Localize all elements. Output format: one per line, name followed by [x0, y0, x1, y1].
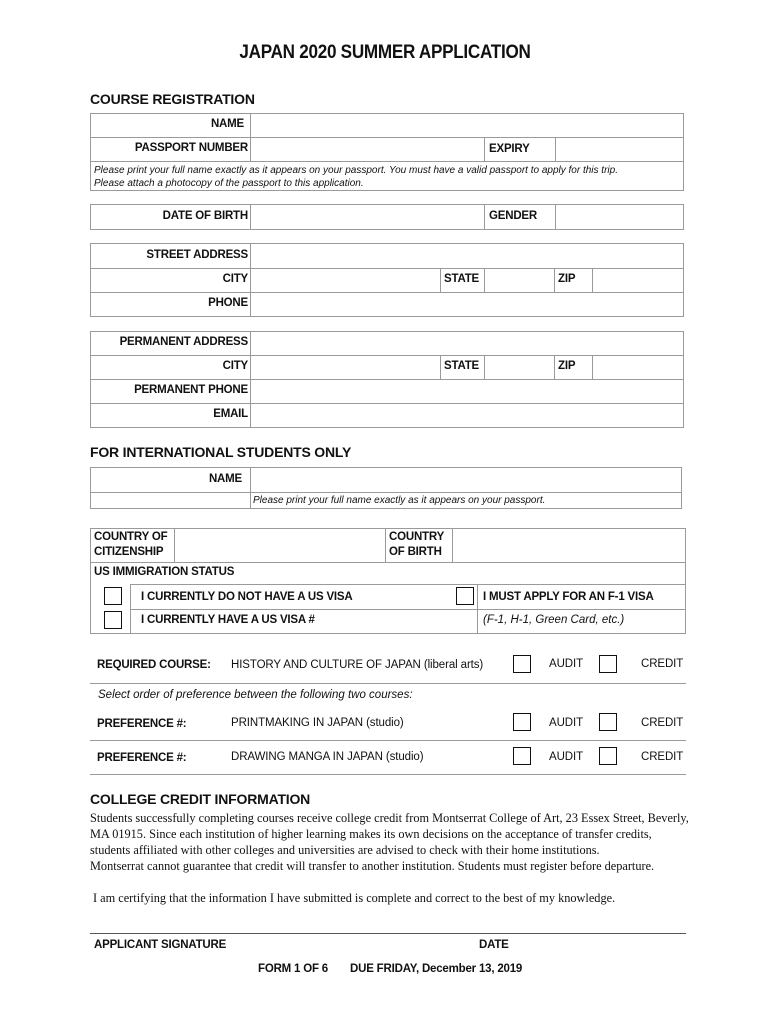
visa-examples-note: (F-1, H-1, Green Card, etc.): [483, 614, 625, 626]
phone-label: PHONE: [208, 297, 248, 309]
required-credit-label: CREDIT: [641, 658, 684, 670]
city-field[interactable]: [251, 269, 440, 292]
country-birth-field[interactable]: [453, 529, 685, 562]
dob-label: DATE OF BIRTH: [162, 210, 248, 222]
country-citizenship-field[interactable]: [175, 529, 385, 562]
applicant-signature-label: APPLICANT SIGNATURE: [94, 939, 227, 951]
no-visa-label: I CURRENTLY DO NOT HAVE A US VISA: [141, 591, 353, 603]
international-name-field[interactable]: [251, 468, 681, 492]
zip-label: ZIP: [558, 273, 576, 285]
expiry-label: EXPIRY: [489, 143, 530, 155]
email-field[interactable]: [251, 404, 683, 427]
passport-number-field[interactable]: [251, 138, 483, 161]
expiry-field[interactable]: [556, 138, 683, 161]
street-address-label: STREET ADDRESS: [146, 249, 248, 261]
permanent-address-label: PERMANENT ADDRESS: [119, 336, 248, 348]
permanent-address-field[interactable]: [251, 332, 683, 355]
must-apply-checkbox[interactable]: [456, 587, 474, 605]
have-visa-checkbox[interactable]: [104, 611, 122, 629]
name-field[interactable]: [251, 114, 683, 137]
manga-audit-checkbox[interactable]: [513, 747, 531, 765]
select-preference-note: Select order of preference between the following two courses:: [98, 689, 413, 701]
international-name-note: Please print your full name exactly as it appears on your passport.: [253, 495, 546, 506]
gender-label: GENDER: [489, 210, 538, 222]
must-apply-label: I MUST APPLY FOR AN F-1 VISA: [483, 591, 654, 603]
college-credit-paragraph: Students successfully completing courses receive college credit from Montserrat College of Art, 23 Essex Street, Beverly, MA 01915. Since each institution of higher learning makes its own decisions on the acceptance of transfer credits, students affiliated with other colleges and universities are advised to check with their home institutions. Montserrat cannot guarantee that credit will transfer to another institution. Students must register before departure.: [90, 811, 689, 873]
printmaking-credit-label: CREDIT: [641, 717, 684, 729]
passport-note-1: Please print your full name exactly as it appears on your passport. You must have a valid passport to apply for this trip.: [94, 165, 618, 176]
permanent-zip-field[interactable]: [593, 356, 683, 379]
have-visa-label: I CURRENTLY HAVE A US VISA #: [141, 614, 315, 626]
certify-statement: I am certifying that the information I have submitted is complete and correct to the best of my knowledge.: [93, 891, 616, 905]
required-audit-label: AUDIT: [549, 658, 584, 670]
course-printmaking: PRINTMAKING IN JAPAN (studio): [231, 717, 404, 729]
manga-audit-label: AUDIT: [549, 751, 584, 763]
city-label: CITY: [222, 273, 248, 285]
manga-credit-label: CREDIT: [641, 751, 684, 763]
permanent-city-field[interactable]: [251, 356, 440, 379]
no-visa-checkbox[interactable]: [104, 587, 122, 605]
email-label: EMAIL: [213, 408, 248, 420]
state-field[interactable]: [485, 269, 554, 292]
form-number: FORM 1 OF 6: [258, 963, 329, 975]
college-credit-heading: COLLEGE CREDIT INFORMATION: [90, 791, 311, 807]
permanent-city-label: CITY: [222, 360, 248, 372]
country-citizenship-label: COUNTRY OF CITIZENSHIP: [94, 531, 168, 558]
country-birth-label: COUNTRY OF BIRTH: [389, 531, 445, 558]
date-label: DATE: [479, 939, 509, 951]
permanent-state-label: STATE: [444, 360, 479, 372]
zip-field[interactable]: [593, 269, 683, 292]
required-course-label: REQUIRED COURSE:: [97, 659, 211, 671]
course-registration-heading: COURSE REGISTRATION: [90, 91, 255, 107]
required-course-name: HISTORY AND CULTURE OF JAPAN (liberal arts): [231, 659, 484, 671]
permanent-phone-label: PERMANENT PHONE: [134, 384, 248, 396]
phone-field[interactable]: [251, 293, 683, 316]
passport-number-label: PASSPORT NUMBER: [134, 142, 248, 154]
permanent-state-field[interactable]: [485, 356, 554, 379]
passport-note-2: Please attach a photocopy of the passport to this application.: [94, 178, 364, 189]
permanent-phone-field[interactable]: [251, 380, 683, 403]
name-label: NAME: [210, 118, 244, 130]
preference-label-2: PREFERENCE #:: [97, 752, 187, 764]
manga-credit-checkbox[interactable]: [599, 747, 617, 765]
state-label: STATE: [444, 273, 479, 285]
immigration-status-label: US IMMIGRATION STATUS: [94, 566, 235, 578]
international-name-label: NAME: [208, 473, 242, 485]
permanent-zip-label: ZIP: [558, 360, 576, 372]
dob-field[interactable]: [251, 205, 483, 229]
course-manga: DRAWING MANGA IN JAPAN (studio): [231, 751, 424, 763]
required-credit-checkbox[interactable]: [599, 655, 617, 673]
printmaking-audit-label: AUDIT: [549, 717, 584, 729]
signature-field[interactable]: [90, 906, 686, 932]
page-title: JAPAN 2020 SUMMER APPLICATION: [239, 42, 531, 63]
street-address-field[interactable]: [251, 244, 683, 268]
international-heading: FOR INTERNATIONAL STUDENTS ONLY: [90, 444, 352, 460]
preference-label-1: PREFERENCE #:: [97, 718, 187, 730]
due-date: DUE FRIDAY, December 13, 2019: [350, 963, 523, 975]
visa-number-field[interactable]: [310, 610, 476, 633]
gender-field[interactable]: [556, 205, 683, 229]
required-audit-checkbox[interactable]: [513, 655, 531, 673]
printmaking-audit-checkbox[interactable]: [513, 713, 531, 731]
printmaking-credit-checkbox[interactable]: [599, 713, 617, 731]
